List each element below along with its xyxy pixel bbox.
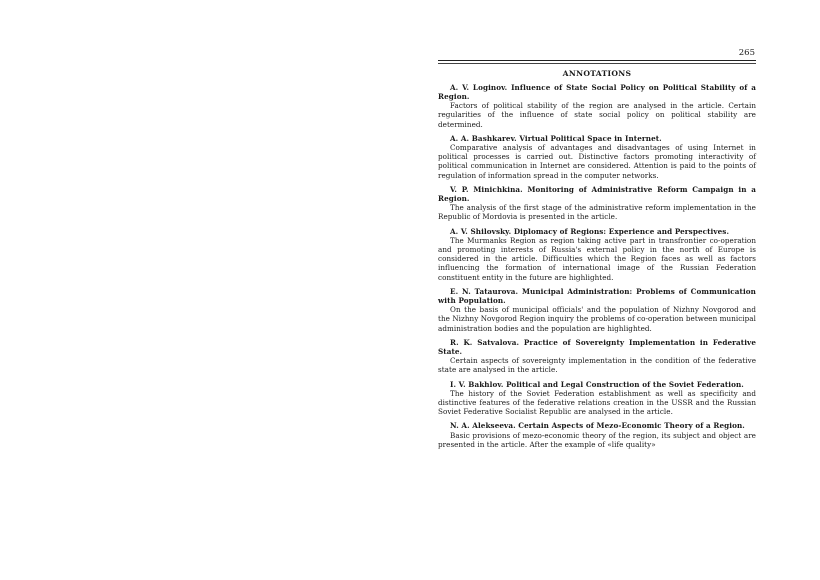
entry-title: V. P. Minichkina. Monitoring of Administrative Reform Campaign in a Region.	[438, 184, 756, 204]
entry-title: E. N. Tataurova. Municipal Administration: Problems of Communication with Population.	[438, 286, 756, 306]
entry-body: The history of the Soviet Federation establishment as well as specificity and distinctive features of the federative relations creation in the USSR and the Russian Soviet Federative Socialist Republic are analysed in the article.	[438, 388, 756, 417]
entry-body: Basic provisions of mezo-economic theory of the region, its subject and object are presented in the article. After the example of «life quality»	[438, 430, 756, 449]
annotation-entry-loginov	[438, 83, 756, 129]
entry-title: A. V. Loginov. Influence of State Social Policy on Political Stability of a Region.	[438, 83, 756, 102]
entry-body: Factors of political stability of the region are analysed in the article. Certain regularities of the influence of state social policy on political stability are determined.	[438, 101, 756, 129]
entry-body: The Murmanks Region as region taking active part in transfrontier co-operation and promoting interests of Russia's external policy in the north of Europe is considered in the article. Difficulties which the Region faces as well as factors influencing the formation of international image of the Russian Federation constituent entity in the future are highlighted.	[438, 235, 756, 282]
annotation-entry-tataurova	[438, 287, 756, 333]
section-heading: ANNOTATIONS	[562, 69, 632, 78]
entry-body: Certain aspects of sovereignty implementation in the condition of the federative state are analysed in the article.	[438, 356, 756, 375]
annotations-column	[438, 69, 756, 454]
annotation-entry-minichkina	[438, 185, 756, 222]
header-rule-thick	[438, 60, 756, 61]
entry-title: A. V. Shilovsky. Diplomacy of Regions: Experience and Perspectives.	[450, 226, 730, 236]
entry-title: N. A. Alekseeva. Certain Aspects of Mezo-Economic Theory of a Region.	[450, 421, 745, 431]
annotation-entry-bashkarev	[438, 134, 756, 180]
annotation-entry-alekseeva	[438, 421, 756, 448]
header-rule-thin	[438, 63, 756, 64]
page-number: 265	[738, 48, 755, 58]
entry-body: The analysis of the first stage of the administrative reform implementation in the Republic of Mordovia is presented in the article.	[438, 203, 756, 222]
entry-body: On the basis of municipal officials' and the population of Nizhny Novgorod and the Nizhny Novgorod Region inquiry the problems of co-operation between municipal administration bodies and the population are highlighted.	[438, 305, 756, 333]
annotation-entry-bakhlov	[438, 380, 756, 417]
entry-title: R. K. Satvalova. Practice of Sovereignty Implementation in Federative State.	[438, 337, 756, 356]
entry-title: I. V. Bakhlov. Political and Legal Construction of the Soviet Federation.	[450, 379, 744, 389]
annotation-entry-shilovsky	[438, 227, 756, 282]
annotation-entry-satvalova	[438, 338, 756, 375]
entry-title: A. A. Bashkarev. Virtual Political Space in Internet.	[450, 133, 662, 143]
entry-body: Comparative analysis of advantages and disadvantages of using Internet in political processes is carried out. Distinctive factors promoting interactivity of political communication in Internet are considered. Attention is paid to the points of regulation of information spread in the computer networks.	[438, 143, 756, 180]
